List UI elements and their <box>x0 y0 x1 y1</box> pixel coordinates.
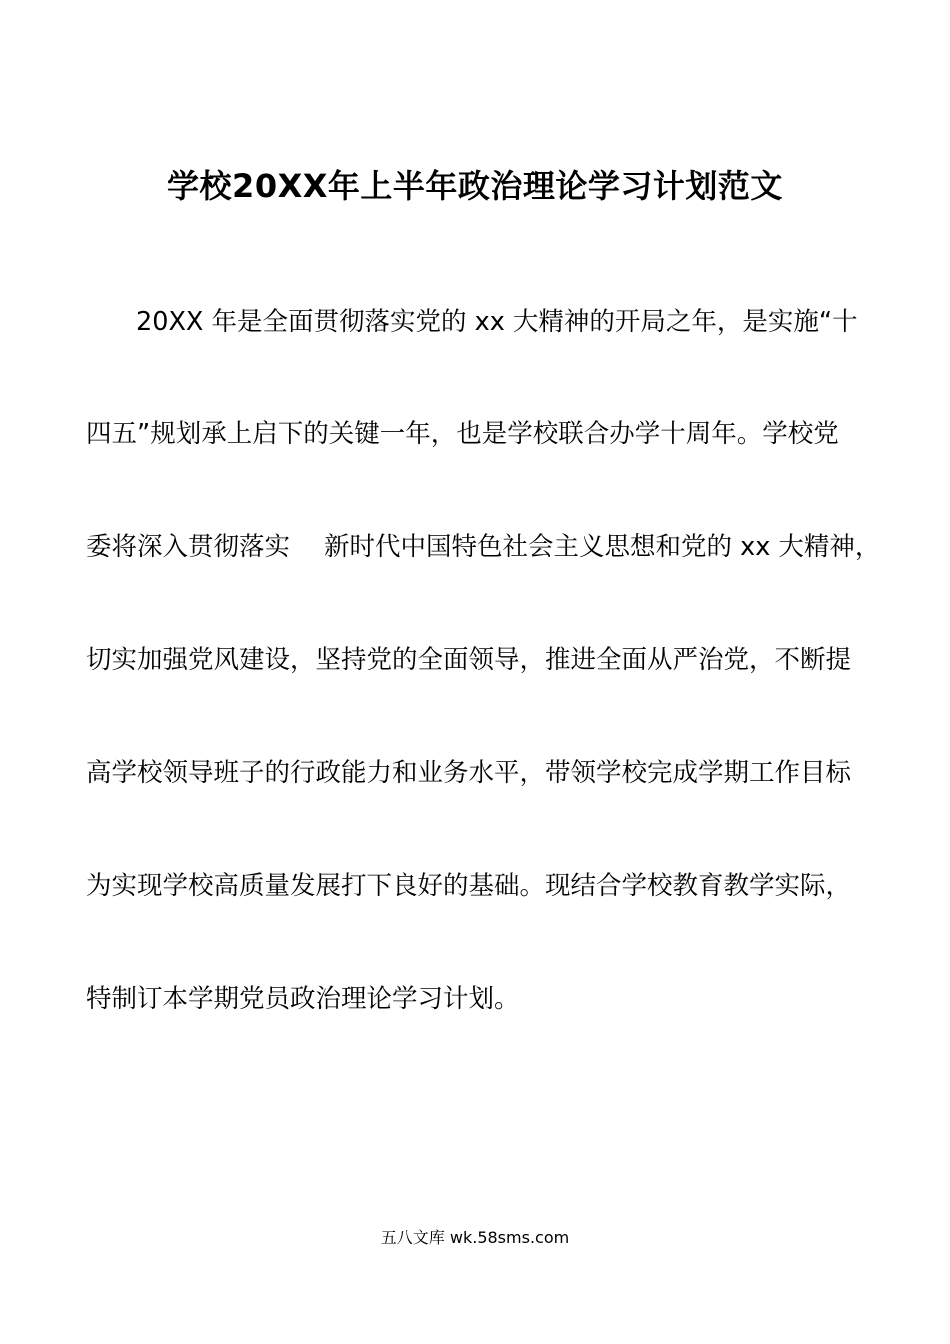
paragraph-line-3-part-1: 委将深入贯彻落实 <box>86 532 291 562</box>
paragraph-line-3-part-2: 新时代中国特色社会主义思想和党的 xx 大精神， <box>324 532 881 562</box>
paragraph-line-5: 高学校领导班子的行政能力和业务水平，带领学校完成学期工作目标 <box>86 758 852 788</box>
paragraph-line-2: 四五”规划承上启下的关键一年，也是学校联合办学十周年。学校党 <box>86 419 839 449</box>
paragraph-line-7: 特制订本学期党员政治理论学习计划。 <box>86 984 520 1014</box>
paragraph-line-6: 为实现学校高质量发展打下良好的基础。现结合学校教育教学实际， <box>86 871 852 901</box>
paragraph-line-1: 20XX 年是全面贯彻落实党的 xx 大精神的开局之年，是实施“十 <box>136 307 858 337</box>
document-title: 学校20XX年上半年政治理论学习计划范文 <box>167 167 783 205</box>
paragraph-line-3 <box>86 527 880 567</box>
page-footer: 五八文库 wk.58sms.com <box>380 1228 570 1247</box>
paragraph-line-4: 切实加强党风建设，坚持党的全面领导，推进全面从严治党，不断提 <box>86 645 852 675</box>
